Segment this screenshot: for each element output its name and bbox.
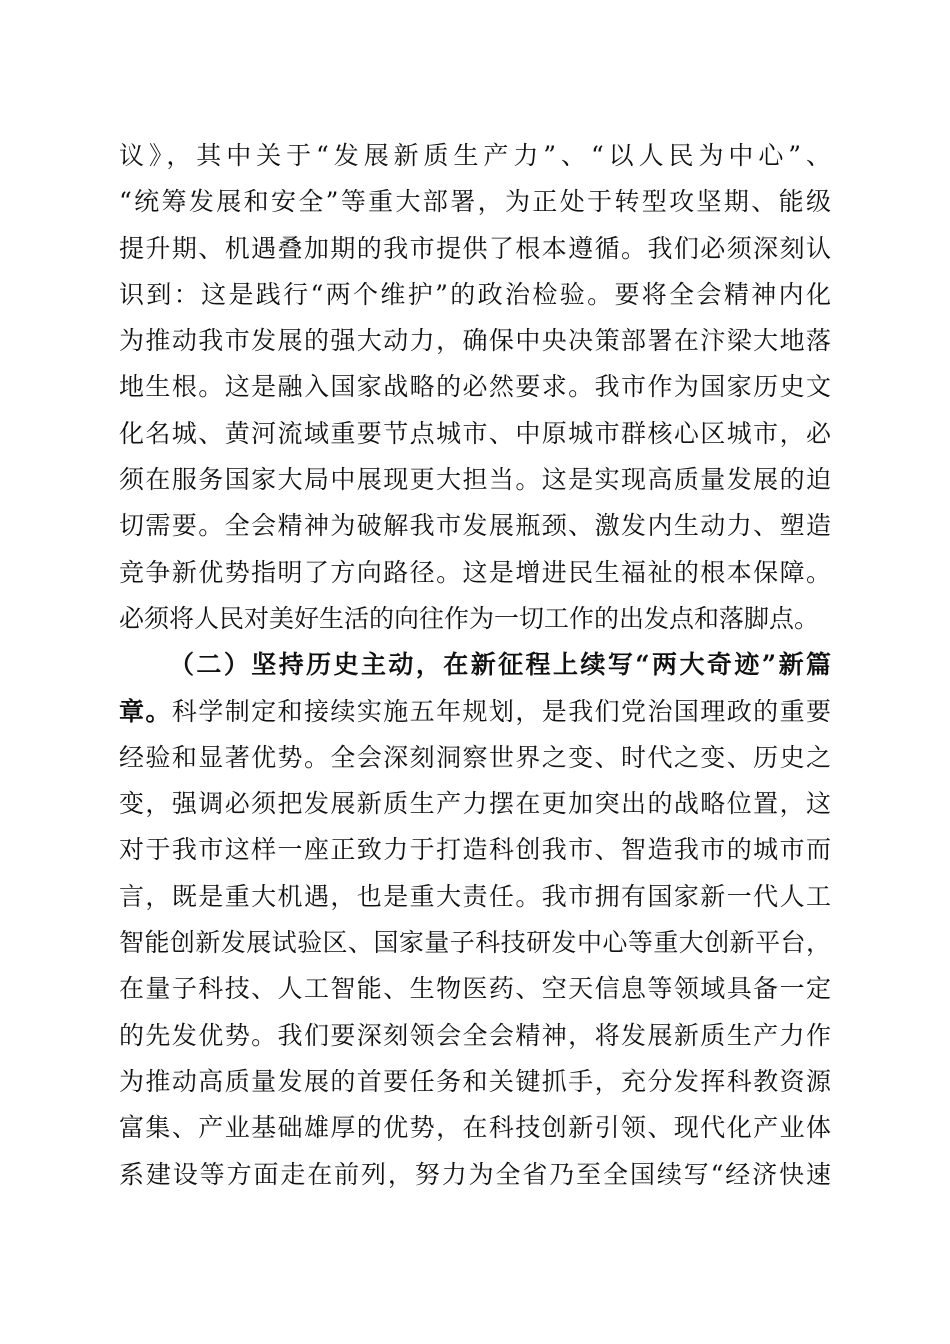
text-line: 系建设等方面走在前列，努力为全省乃至全国续写“经济快速 bbox=[119, 1159, 831, 1189]
body-text bbox=[119, 133, 831, 1198]
text-line: 为推动高质量发展的首要任务和关键抓手，充分发挥科教资源 bbox=[119, 1066, 831, 1096]
text-line: 议》，其中关于“发展新质生产力”、“以人民为中心”、 bbox=[119, 141, 831, 170]
text-line-rest: 科学制定和接续实施五年规划，是我们党治国理政的重要 bbox=[171, 696, 831, 726]
text-line: 提升期、机遇叠加期的我市提供了根本遵循。我们必须深刻认 bbox=[119, 233, 831, 263]
text-line bbox=[119, 689, 831, 735]
text-line: 富集、产业基础雄厚的优势，在科技创新引领、现代化产业体 bbox=[119, 1113, 831, 1143]
text-line: 切需要。全会精神为破解我市发展瓶颈、激发内生动力、塑造 bbox=[119, 511, 831, 541]
text-line: 地生根。这是融入国家战略的必然要求。我市作为国家历史文 bbox=[119, 372, 831, 402]
text-line: “统筹发展和安全”等重大部署，为正处于转型攻坚期、能级 bbox=[119, 187, 831, 217]
text-line: 言，既是重大机遇，也是重大责任。我市拥有国家新一代人工 bbox=[119, 881, 831, 911]
text-line: 对于我市这样一座正致力于打造科创我市、智造我市的城市而 bbox=[119, 835, 831, 865]
section-heading: （二）坚持历史主动，在新征程上续写“两大奇迹”新篇 bbox=[169, 650, 831, 680]
text-line: 的先发优势。我们要深刻领会全会精神，将发展新质生产力作 bbox=[119, 1020, 831, 1050]
text-line: 必须将人民对美好生活的向往作为一切工作的出发点和落脚点。 bbox=[119, 603, 820, 633]
text-line: 化名城、黄河流域重要节点城市、中原城市群核心区城市，必 bbox=[119, 418, 831, 448]
text-line: 在量子科技、人工智能、生物医药、空天信息等领域具备一定 bbox=[119, 974, 831, 1004]
text-line: 变，强调必须把发展新质生产力摆在更加突出的战略位置，这 bbox=[119, 789, 831, 819]
text-line: 智能创新发展试验区、国家量子科技研发中心等重大创新平台， bbox=[119, 928, 831, 958]
text-line: 识到：这是践行“两个维护”的政治检验。要将全会精神内化 bbox=[119, 279, 831, 309]
text-line: 为推动我市发展的强大动力，确保中央决策部署在汴梁大地落 bbox=[119, 326, 831, 356]
text-line: 须在服务国家大局中展现更大担当。这是实现高质量发展的迫 bbox=[119, 465, 831, 495]
section-heading-tail: 章。 bbox=[119, 696, 172, 726]
text-line: 竞争新优势指明了方向路径。这是增进民生福祉的根本保障。 bbox=[119, 557, 831, 587]
text-line: 经验和显著优势。全会深刻洞察世界之变、时代之变、历史之 bbox=[119, 742, 831, 772]
